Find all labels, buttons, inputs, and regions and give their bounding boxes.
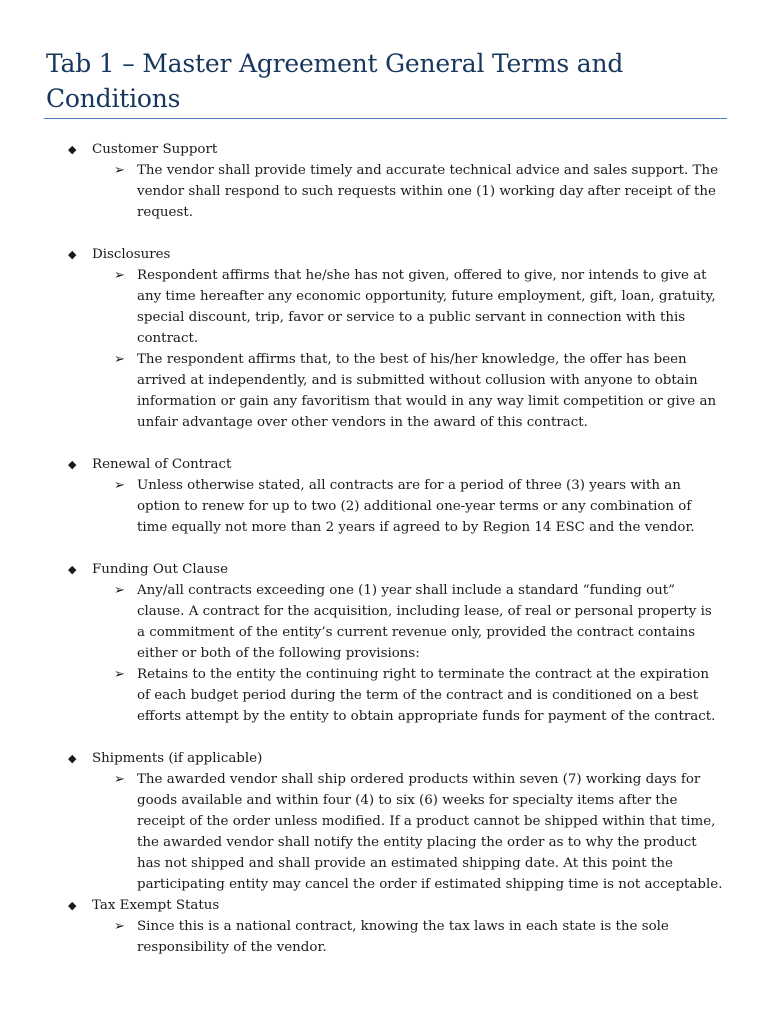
diamond-bullet-icon: ◆ bbox=[68, 563, 77, 576]
terms-list bbox=[0, 139, 770, 958]
arrow-bullet-icon: ➢ bbox=[114, 352, 125, 367]
diamond-bullet-icon: ◆ bbox=[68, 899, 77, 912]
arrow-bullet-icon: ➢ bbox=[114, 667, 125, 682]
list-item-text: Since this is a national contract, knowing the tax laws in each state is the sole responsibility of the vendor. bbox=[137, 919, 669, 955]
arrow-bullet-icon: ➢ bbox=[114, 919, 125, 934]
arrow-bullet-icon: ➢ bbox=[114, 478, 125, 493]
section-shipments bbox=[0, 748, 770, 895]
diamond-bullet-icon: ◆ bbox=[68, 248, 77, 261]
section-disclosures bbox=[0, 244, 770, 433]
section-heading-text: Renewal of Contract bbox=[92, 457, 232, 472]
section-tax-exempt-status bbox=[0, 895, 770, 958]
section-heading-text: Tax Exempt Status bbox=[92, 898, 220, 913]
list-item bbox=[0, 664, 770, 727]
diamond-bullet-icon: ◆ bbox=[68, 143, 77, 156]
arrow-bullet-icon: ➢ bbox=[114, 268, 125, 283]
section-heading-text: Disclosures bbox=[92, 247, 171, 262]
list-item bbox=[0, 580, 770, 664]
section-heading bbox=[0, 559, 770, 580]
list-item bbox=[0, 475, 770, 538]
page-title: Tab 1 – Master Agreement General Terms and Conditions bbox=[46, 49, 624, 113]
section-heading-text: Shipments (if applicable) bbox=[92, 751, 263, 766]
list-item bbox=[0, 916, 770, 958]
section-heading bbox=[0, 748, 770, 769]
list-item-text: The respondent affirms that, to the best of his/her knowledge, the offer has been arrived at independently, and is submitted without collusion with anyone to obtain information or gain any favoritism that would in any way limit competition or give an unfair advantage over other vendors in the award of this contract. bbox=[137, 352, 717, 430]
section-heading bbox=[0, 244, 770, 265]
section-heading bbox=[0, 139, 770, 160]
list-item-text: Any/all contracts exceeding one (1) year shall include a standard “funding out” clause. A contract for the acquisition, including lease, of real or personal property is a commitment of the entity’s current revenue only, provided the contract contains either or both of the following provisions: bbox=[137, 583, 712, 661]
arrow-bullet-icon: ➢ bbox=[114, 163, 125, 178]
list-item-text: The awarded vendor shall ship ordered products within seven (7) working days for goods available and within four (4) to six (6) weeks for specialty items after the receipt of the order unless modified. If a product cannot be shipped within that time, the awarded vendor shall notify the entity placing the order as to why the product has not shipped and shall provide an estimated shipping date. At this point the participating entity may cancel the order if estimated shipping time is not acceptable. bbox=[137, 772, 723, 892]
section-heading bbox=[0, 454, 770, 475]
arrow-bullet-icon: ➢ bbox=[114, 583, 125, 598]
arrow-bullet-icon: ➢ bbox=[114, 772, 125, 787]
diamond-bullet-icon: ◆ bbox=[68, 752, 77, 765]
list-item-text: Respondent affirms that he/she has not given, offered to give, nor intends to give at any time hereafter any economic opportunity, future employment, gift, loan, gratuity, special discount, trip, favor or service to a public servant in connection with this contract. bbox=[137, 268, 716, 346]
section-heading-text: Funding Out Clause bbox=[92, 562, 229, 577]
diamond-bullet-icon: ◆ bbox=[68, 458, 77, 471]
section-funding-out-clause bbox=[0, 559, 770, 727]
list-item-text: Retains to the entity the continuing right to terminate the contract at the expiration of each budget period during the term of the contract and is conditioned on a best efforts attempt by the entity to obtain appropriate funds for payment of the contract. bbox=[137, 667, 716, 724]
list-item-text: The vendor shall provide timely and accurate technical advice and sales support. The vendor shall respond to such requests within one (1) working day after receipt of the request. bbox=[137, 163, 719, 220]
title-divider bbox=[44, 118, 727, 119]
list-item-text: Unless otherwise stated, all contracts are for a period of three (3) years with an option to renew for up to two (2) additional one-year terms or any combination of time equally not more than 2 years if agreed to by Region 14 ESC and the vendor. bbox=[137, 478, 695, 535]
section-renewal-of-contract bbox=[0, 454, 770, 538]
section-heading bbox=[0, 895, 770, 916]
list-item bbox=[0, 349, 770, 433]
section-customer-support bbox=[0, 139, 770, 223]
list-item bbox=[0, 769, 770, 895]
list-item bbox=[0, 265, 770, 349]
section-heading-text: Customer Support bbox=[92, 142, 218, 157]
list-item bbox=[0, 160, 770, 223]
